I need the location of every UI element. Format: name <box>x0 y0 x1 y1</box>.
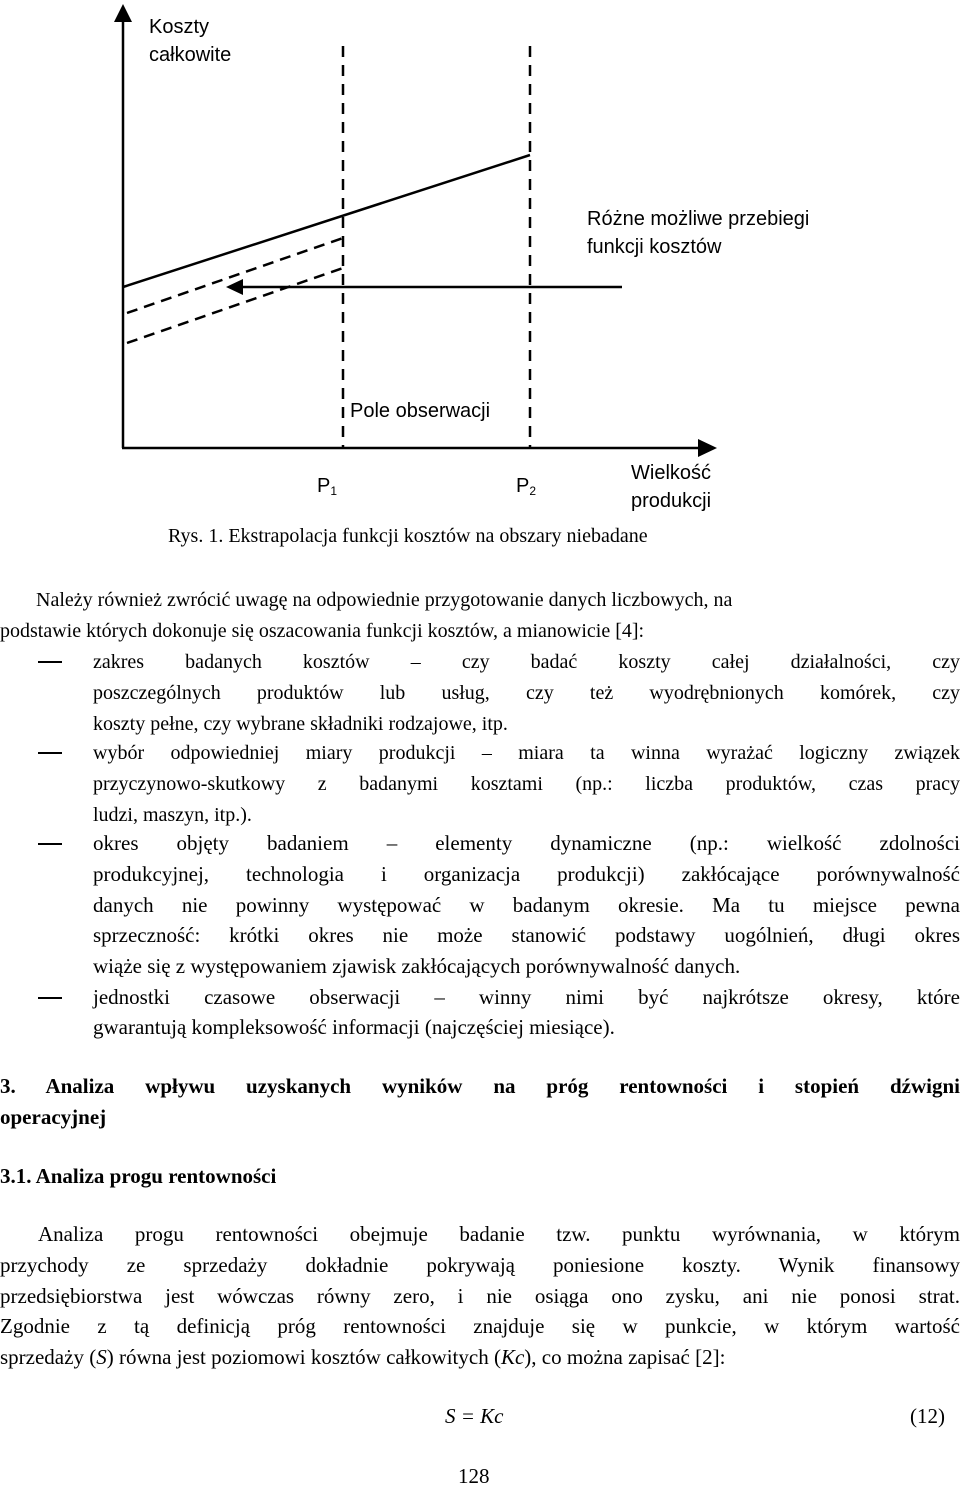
bullet-1-line-2: poszczególnych produktów lub usług, czy też wyodrębnionych komórek, czy <box>93 682 960 704</box>
body-line-5-part-c: ) równa jest poziomowi kosztów całkowitych ( <box>106 1345 501 1369</box>
body-line-1: Analiza progu rentowności obejmuje badanie tzw. punktu wyrównania, w którym <box>38 1222 960 1246</box>
y-axis-label <box>149 13 231 69</box>
cost-line-dashed-lower <box>127 268 343 343</box>
bullet-1-line-3: koszty pełne, czy wybrane składniki rodzajowe, itp. <box>93 713 508 735</box>
bullet-dash <box>38 661 62 663</box>
bullet-2-line-3: ludzi, maszyn, itp.). <box>93 804 252 826</box>
bullet-4-line-1: jednostki czasowe obserwacji – winny nimi być najkrótsze okresy, które <box>93 985 960 1009</box>
bullet-3-line-1: okres objęty badaniem – elementy dynamiczne (np.: wielkość zdolności <box>93 831 960 855</box>
body-line-5-part-a: sprzedaży ( <box>0 1345 97 1369</box>
body-line-3: przedsiębiorstwa jest wówczas równy zero, i nie osiąga ono zysku, ani nie ponosi strat. <box>0 1284 960 1308</box>
bullet-1-line-1: zakres badanych kosztów – czy badać koszty całej działalności, czy <box>93 651 960 673</box>
p2-letter: P <box>516 475 530 497</box>
intro-line-1: Należy również zwrócić uwagę na odpowiednie przygotowanie danych liczbowych, na <box>36 589 733 611</box>
p1-letter: P <box>317 475 331 497</box>
body-line-4: Zgodnie z tą definicją próg rentowności znajduje się w punkcie, w którym wartość <box>0 1314 960 1338</box>
x-axis-label-line-2: produkcji <box>631 490 712 512</box>
annotation-label <box>587 205 809 261</box>
bullet-4-line-2: gwarantują kompleksowość informacji (najczęściej miesiące). <box>93 1015 615 1039</box>
equation-number: (12) <box>910 1404 945 1428</box>
bullet-dash <box>38 752 62 754</box>
p2-subscript: 2 <box>529 484 537 498</box>
bullet-dash <box>38 997 62 999</box>
bullet-3-line-2: produkcyjnej, technologia i organizacja produkcji) zakłócające porównywalność <box>93 862 960 886</box>
section-heading-line-2: operacyjnej <box>0 1105 107 1129</box>
p1-label <box>317 472 337 505</box>
x-axis-arrow <box>698 439 717 457</box>
annotation-arrowhead <box>226 279 243 295</box>
bullet-3-line-5: wiąże się z występowaniem zjawisk zakłócających porównywalność danych. <box>93 954 741 978</box>
symbol-kc: Kc <box>500 1345 525 1369</box>
bullet-3-line-3: danych nie powinny występować w badanym okresie. Ma tu miejsce pewna <box>93 893 960 917</box>
subsection-heading: 3.1. Analiza progu rentowności <box>0 1164 277 1188</box>
figure-caption: Rys. 1. Ekstrapolacja funkcji kosztów na obszary niebadane <box>168 525 648 547</box>
observation-field-label: Pole obserwacji <box>350 400 491 422</box>
body-line-2: przychody ze sprzedaży dokładnie pokrywają poniesione koszty. Wynik finansowy <box>0 1253 960 1277</box>
bullet-2-line-1: wybór odpowiedniej miary produkcji – miara ta winna wyrażać logiczny związek <box>93 742 960 764</box>
x-axis-label <box>631 459 711 515</box>
annotation-line-1: Różne możliwe przebiegi <box>587 208 810 230</box>
equation: S = Kc <box>445 1404 504 1428</box>
bullet-dash <box>38 843 62 845</box>
intro-line-2: podstawie których dokonuje się oszacowania funkcji kosztów, a mianowicie [4]: <box>0 620 645 642</box>
section-heading-line-1: 3. Analiza wpływu uzyskanych wyników na próg rentowności i stopień dźwigni <box>0 1074 960 1098</box>
bullet-3-line-4: sprzeczność: krótki okres nie może stanowić podstawy uogólnień, długi okres <box>93 923 960 947</box>
body-line-5-part-e: ), co można zapisać [2]: <box>524 1345 726 1369</box>
y-axis-arrow <box>114 4 132 22</box>
body-line-5 <box>0 1342 960 1374</box>
symbol-s: S <box>96 1345 107 1369</box>
p1-subscript: 1 <box>330 484 338 498</box>
page-number: 128 <box>458 1464 490 1488</box>
cost-extrapolation-figure <box>0 0 960 520</box>
bullet-2-line-2: przyczynowo-skutkowy z badanymi kosztami (np.: liczba produktów, czas pracy <box>93 773 960 795</box>
x-axis-label-line-1: Wielkość <box>631 462 712 484</box>
y-axis-label-line-2: całkowite <box>149 44 232 66</box>
cost-line-solid <box>123 155 530 287</box>
y-axis-label-line-1: Koszty <box>149 16 210 38</box>
annotation-line-2: funkcji kosztów <box>587 236 722 258</box>
p2-label <box>516 472 536 505</box>
